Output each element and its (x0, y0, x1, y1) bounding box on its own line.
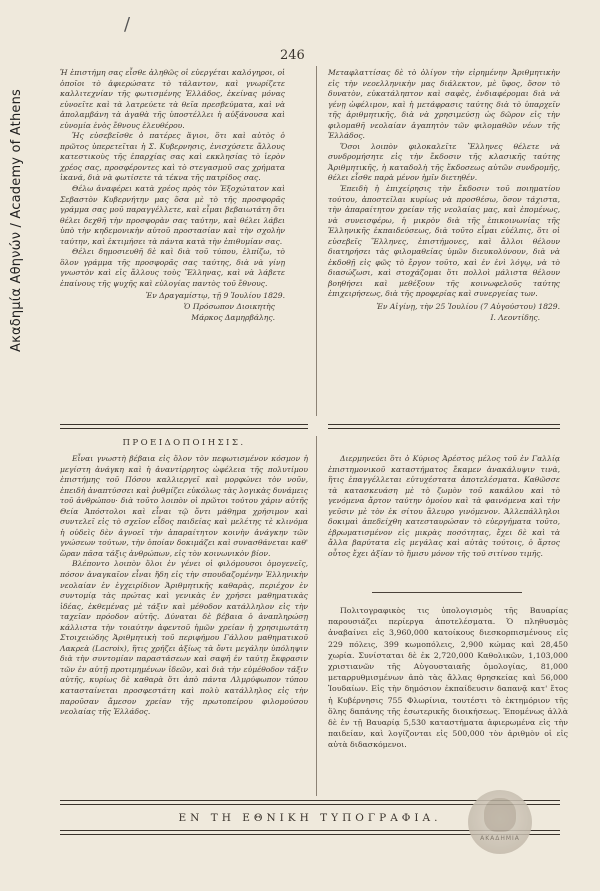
announcement-column (60, 454, 308, 718)
signature-name: Μάρκος Δαμηρβάλης. (191, 312, 275, 322)
letter-paragraph: Ἡς εὐσεβεῖσθε ὁ πατέρες ἅγιοι, ὅτι καὶ αὐτὸς ὁ πρῶτος ὑπερετεῖται ἡ Σ. Κυβερνησις, ἐνισχύσετε ἄλλους κατεστικοὺς τῆς ἐπαρχίας σας καὶ εκκλησίας τὸ ἱερὸν χρέος σας, προσφέροντες καὶ τὸ στεγασμοῦ σας χρήματα ἱκανά, διὰ νὰ φωτίσετε τὰ τέκνα τῆς πατρίδος σας. (60, 131, 285, 183)
letter-paragraph: Ὅσοι λοιπὸν φιλοκαλεῖτε Ἕλληνες θέλετε νὰ συνδρομήσητε εἰς τὴν ἔκδοσιν τῆς κλασικῆς ταύτης Ἀριθμητικῆς, ἡ καταδολὴ τῆς ἔκδοσεως αὐτῶν συνδρομῆς, θέλει εἶσθε παρὰ μένον ἡμῖν διετηθέν. (328, 141, 560, 183)
section-divider (328, 424, 560, 429)
news-divider (372, 592, 522, 593)
archive-watermark (4, 40, 30, 400)
letter-column-right (328, 68, 560, 323)
section-divider (60, 424, 308, 429)
column-divider (316, 66, 317, 416)
letter-paragraph: Θέλει δημοσιευθῆ δὲ καὶ διὰ τοῦ τύπου, ἐλπίζω, τὸ ὅλον γράμμα τῆς προσφορᾶς σας ταύτης, διὰ νὰ γίνῃ γνωστὸν καὶ εἰς ἄλλους τοὺς Ἕλληνας, καὶ νὰ λάβετε ἐπαίνους τῆς ψυχῆς καὶ εὐλογίας παντὸς τοῦ ἔθνους. (60, 247, 285, 288)
letter-date: Ἐν Αἰγίνῃ, τὴν 25 Ἰουλίου (7 Αὐγούστου) 1829. (376, 302, 560, 312)
stamp-text: ΑΚΑΔΗΜΙΑ (480, 835, 520, 842)
letter-paragraph: Μεταφλαττίσας δὲ τὸ ὀλίγον τὴν εἰρημένην Ἀριθμητικὴν εἰς τὴν νεοελληνικὴν μας διάλεκτον, μὲ ὕφος, ὅσον τὸ δυνατὸν, εὐκατάληπτον καὶ σαφὲς, ἐνδιαφέρομαι διὰ νὰ γένῃ ὠφέλιμον, καὶ ἡ μετάφρασις ταύτης διὰ τὸ ὑπαρχεῖν τῆς ἀριθμητικῆς, διὰ νὰ χρησιμεύσῃ ὡς δῶρον εἰς τὴν φιλομαθῆ νεολαίαν ἀγαπητὸν τῶν φιλομαθῶν νέων τῆς Ἑλλάδος. (328, 68, 560, 141)
announcement-paragraph: Βλέποντο λοιπὸν ὅλοι ἐν γένει οἱ φιλόμουσοι ὁμογενεῖς, πόσον ἀναγκαῖον εἶναι ἤδη εἰς τὴν σπουδαζομένην Ἑλληνικὴν νεολαίαν ἐν ἐγχειρίδιον Ἀριθμητικῆς καθαρὰς, περιέχον ἐν συντομίᾳ τὰς πρώτας καὶ γενικὰς ἐν χρήσει μαθηματικὰς ἰδέας, ἐκθεμένας μὲ τάξιν καὶ μέθοδον κατάλληλον εἰς τὴν ταχεῖαν πρόοδον αὐτῆς. Δύναται δὲ βέβαια ὁ ἀναπληρώσῃ κάλλιστα τὴν τοιαύτην ἀφεντοῦ ἡμῶν χρείαν ἡ χρησιμωτάτη Στοιχειώδης Ἀριθμητικὴ τοῦ περιφήμου Γάλλου μαθηματικοῦ Λακρεὰ (Lacroix), ἥτις χρήζει ἀξίως τὰ ὄντι μεγάλην ὑπόληψιν διὰ τὴν συντομίαν παραστάσεων καὶ σαφῆ ἐν ταύτῃ ἔκφρασιν τῶν ἐν αὐτῇ προτιμημένων ἰδεῶν, καὶ διὰ τὴν εὐμέθοδον τάξιν αὐτῆς, κυρίως δὲ καθαρὰ ὅτι ἀπὸ πάντα Λλμρύφωπον τύπου κατασταίνεται προσφεστάτη καὶ πολὺ κατάλληλος εἰς τὴν παροῦσαν ἄμεσον χρείαν τῆς πρωτοπείρου φιλομούσου νεολαίας τῆς Ἑλλάδος. (60, 559, 308, 717)
printer-imprint: ΕΝ ΤΗ ΕΘΝΙΚΗ ΤΥΠΟΓΡΑΦΙΑ. (178, 812, 442, 824)
letter-paragraph: Θέλω ἀναφέρει κατὰ χρέος πρὸς τὸν Ἐξοχώτατον καὶ Σεβαστὸν Κυβερνήτην μας ὅσα μὲ τὸ τῆς προσφορᾶς γράμμα σας μοῦ παραγγέλλετε, καὶ εἶμαι βεβαιωτάτη ὅτι θέλει δεχθῆ τὴν προσφορὰν σας ταύτην, καὶ θέλει λάβει ὑπὸ τὴν κηδεμονικὴν αὐτοῦ προστασίαν καὶ τὴν σχολὴν ταύτην, καὶ ἐκτιμήσει τὰ πάντα κατὰ τὴν ἐπιθυμίαν σας. (60, 184, 285, 246)
announcement-heading: ΠΡΟΕΙΔΟΠΟΙΗΣΙΣ. (122, 438, 246, 448)
watermark-text: Ακαδημία Αθηνών / Academy of Athens (9, 88, 25, 352)
signature-title: Ὁ Πρόσωπον Διοικητὴς (183, 302, 275, 312)
letter-paragraph: Ἡ ἐπιστήμη σας εἶσθε ἀληθῶς οἱ εὐεργέται καλόγηροι, οἱ ὁποῖοι τὸ ἀφιερώσατε τὸ τάλαντον, καὶ γνωρίζετε καλλιτεχνίαν τῆς φωτισμένης Ἑλλάδος, ἐκείνας μόνας εὐνοεῖτε καὶ τὰ λατρεύετε τὰ θεῖα πρεσβεύματα, καὶ νὰ ἀπολαμβάνη τὰ ἀγαθὰ τῆς ὑποστέλλει ἡ αὐξάνουσα καὶ εὐνομία ἐνὸς ἔθνους ἐλευθέρου. (60, 68, 285, 130)
library-stamp (468, 790, 532, 854)
letter-paragraph: Ἐπειδὴ ἡ ἐπιχείρησις τὴν ἔκδοσιν τοῦ ποιηματίου τούτου, ἀποστεῖλαι κυρίως νὰ προσθέσω, ὅσον τάχιστα, τὴν ἀπαραίτητον χρείαν τῆς νεολαίας μας, καὶ ἐπομένως, νὰ συνεισφέρω, ἡ μικρὸν διὰ τῆς ἐπικοινωνίας τῆς Ἑλληνικῆς ἐκπαιδεύσεως, διὰ τοῦτο εἶμαι εὐέλπις, ὅτι οἱ εὐσεβεῖς Ἕλληνες, ἐπιστήμονες, καὶ ἄλλοι θέλουν διατηρήσει τὰς φιλομαθείας ὑμῶν διευκολύνουν, διὰ νὰ ἐκδοθῇ εἰς φῶς τὸ ἔργον τοῦτο, καὶ ἐν ἐνὶ λόγῳ, νὰ τὸ διασώζωσι, καὶ στοχάζομαι ὅτι πολλοὶ μάλιστα θέλουν βοηθήσει καὶ μεθέξουν τῆς κοινωφελοῦς ταύτης ἐπιχειρήσεως, διὰ τῆς προφερίας καὶ συνεργείας των. (328, 184, 560, 299)
page-number: 246 (280, 48, 305, 63)
signature-name: Ι. Λεοντίδης. (490, 312, 540, 322)
statistics-paragraph: Πολιτογραφικὸς τις ὑπολογισμὸς τῆς Βαυαρίας παρουσιάζει περίεργα ἀποτελέσματα. Ὁ πληθυσμὸς ἀναβαίνει εἰς 3,960,000 κατοίκους διεσκορπισμένους εἰς 229 πόλεις, 399 κωμοπόλεις, 2,900 κώμας καὶ 28,450 χωρία. Συνίσταται δὲ ἐκ 2,720,000 Καθολικῶν, 1,103,000 χριστιανῶν τῆς Αὐγουσταιαῆς ὁμολογίας, 81,000 μεταρρυθμισμένων ἀπὸ τὰς ἄλλας θρησκείας καὶ 56,000 Ἰουδαίων. Εἰς τὴν δημόσιον ἐκπαίδευσιν δαπανᾷ κατ' ἔτος ἡ Κυβέρνησις 755 Φλωρίνια, τουτέστι τὸ ἐκτημόριον τῆς ὅλης δαπάνης τῆς ἐσωτερικῆς διοικήσεως. Ἐπομένως ἀλλὰ δὲ ἐν τῇ Βαυαρίᾳ 5,530 καταστήματα ἀφιερωμένα εἰς τὴν παιδείαν, καὶ λογίζονται εἰς 500,000 τὸν ἀριθμὸν οἱ εἰς αὐτὰ διδασκόμενοι. (328, 606, 568, 750)
stamp-portrait-icon (484, 798, 516, 832)
letter-date: Ἐν Δραγαμίστῳ, τῇ 9 Ἰουλίου 1829. (145, 291, 285, 301)
column-divider (316, 436, 317, 796)
statistics-column (328, 605, 568, 751)
margin-mark: / (124, 14, 131, 35)
announcement-paragraph: Εἶναι γνωστὴ βέβαια εἰς ὅλον τὸν πεφωτισμένον κόσμον ἡ μεγίστη ἀνάγκη καὶ ἡ ἀναντίρρητος ὠφέλεια τῆς πολυτίμου ἐπιστήμης τοῦ Πόσου καλλιεργεῖ καὶ μορφώνει τὸν νοῦν, ἐπειδὴ ἀναπτύσσει καὶ ῥυθμίζει εὐκόλως τὰς λογικὰς δυνάμεις τοῦ ἀνθρώπου· διὰ τοῦτο λοιπὸν οἱ πρῶτοι τούτου χάριν αὐτῆς Θεία Ἀπόστολοι καὶ εἶναι τῷ ὄντι μάθημα χρήσιμον καὶ συντελεῖ εἰς τὸ σχεῖον εἶδος παιδείας καὶ μελέτης τὲ κλινόμα ἡ οὐδεὶς δὲν ἀγνοεῖ τὴν ἀπαραίτητον κοινὴν ἀνάγκην τῶν γνώσεων τούτων, τὴν ὁποίαν δοκιμάζει καὶ συνασθάνεται καθ' ὥραν πᾶσα τάξις ἀνθρώπων, εἰς τὸν κοινωνικὸν βίον. (60, 454, 308, 558)
letter-column-left (60, 68, 285, 323)
news-paragraph: Διερμηνεύει ὅτι ὁ Κύριος Ἀρέστος μέλος τοῦ ἐν Γαλλίᾳ ἐπιστημονικοῦ καταστήματος ἔκαμεν ἀνακάλυψιν τινὰ, ἥτις ἐπαγγέλλεται εὐτυχέστατα ἀποτελέσματα. Καθῶσσε τὰ κατασκευάση μὲ τὸ ζωμὸν τοῦ κακάλου καὶ τὸ γενόμενα ἄρτον ταύτην ὁμοίου καὶ τὰ φαινόμενα καὶ τὴν γεῦσιν μὲ τὸν ἐκ σίτου ἄλευρο γινόμενον. Ἀλλεπάλληλοι δοκιμαὶ ἀπεδείχθη κατεσταυρώσαν τὸ εὐεργήματα τοῦτο, ἐβρωματισμένον εἰς μικρὰς ποσότητας, ἔχει δὲ καὶ τὰ ἄλλα βαρύτατα εἰς μεγάλας καὶ αὐτὰς τούτοις, ὁ ἄρτος οὗτος ἔχει ἀξίαν τὸ ἥμισυ μόνον τῆς τοῦ σιτίνου τιμῆς. (328, 454, 560, 558)
news-column (328, 454, 560, 559)
